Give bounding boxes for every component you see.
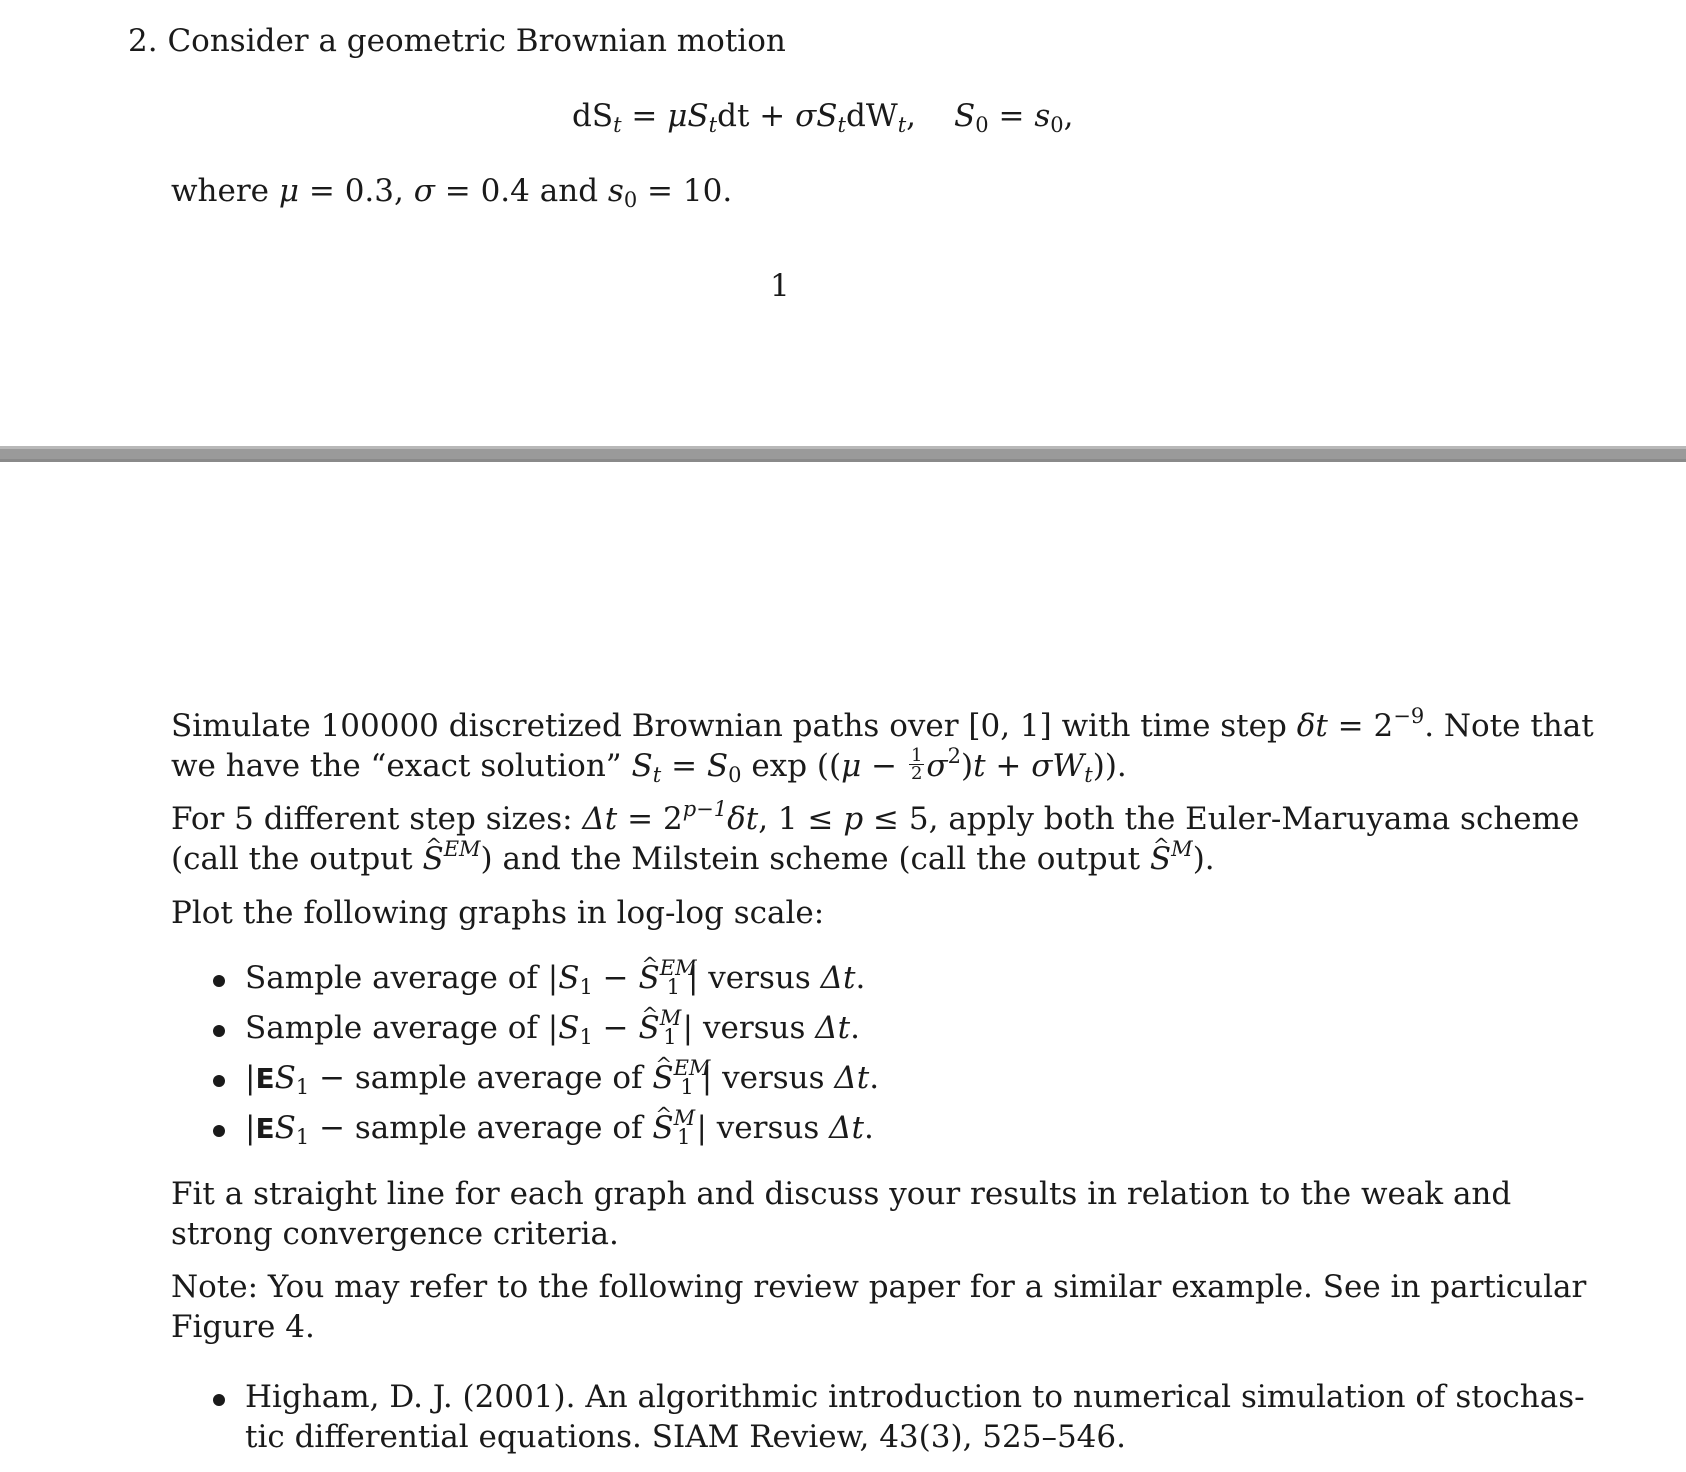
paragraph-note-line-2: Figure 4. — [171, 1309, 315, 1345]
page-separator — [0, 446, 1686, 462]
parameters-line: where μ = 0.3, σ = 0.4 and $s_0 = 10$. — [171, 173, 733, 212]
page-number: 1 — [770, 268, 790, 304]
paragraph-simulate-line-2: we have the “exact solution” $S_t = S_0$ exp ((μ − $\frac{1}{2}$ $\sigma^2)t + \sigma W_t$)). — [171, 744, 1127, 787]
problem-title: Consider a geometric Brownian motion — [167, 23, 786, 59]
problem-number: 2. — [128, 23, 158, 59]
bullet-icon — [213, 1125, 225, 1137]
list-item: Sample average of $|S_1$ − ^ $S^{EM}_1$ | versus Δt. — [245, 958, 865, 998]
paragraph-stepsizes-line-2: (call the output ^ $S^{EM}$) and the Milstein scheme (call the output ^ $S^M$). — [171, 839, 1215, 879]
problem-heading — [128, 21, 786, 61]
list-item: Sample average of $|S_1$ − ^ $S^M_1$ | versus Δt. — [245, 1008, 860, 1048]
bullet-icon — [213, 1394, 225, 1406]
paragraph-fit-line-1: Fit a straight line for each graph and discuss your results in relation to the weak and — [171, 1176, 1512, 1212]
list-item: $|ES_1$ − sample average of ^ $S^{EM}_1$ | versus Δt. — [245, 1058, 879, 1099]
bullet-icon — [213, 1025, 225, 1037]
reference-line-1: Higham, D. J. (2001). An algorithmic introduction to numerical simulation of stochas- — [245, 1379, 1585, 1415]
list-item: $|ES_1$ − sample average of ^ $S^M_1$ | versus Δt. — [245, 1108, 874, 1149]
paragraph-note-line-1: Note: You may refer to the following review paper for a similar example. See in particular — [171, 1269, 1587, 1305]
paragraph-simulate-line-1: Simulate 100000 discretized Brownian paths over [0, 1] with time step $\delta t = 2^{-9}$. Note that — [171, 704, 1594, 744]
reference-line-2: tic differential equations. SIAM Review, 43(3), 525–546. — [245, 1419, 1126, 1455]
paragraph-plot-instruction: Plot the following graphs in log-log scale: — [171, 895, 825, 931]
page-1 — [0, 0, 1686, 446]
paragraph-fit-line-2: strong convergence criteria. — [171, 1216, 619, 1252]
fraction-one-half: $\frac{1}{2}$ — [910, 745, 923, 784]
sde-equation: $dS_t = \mu S_tdt + \sigma S_tdW_t$, $S_0 = s_0$, — [572, 98, 1074, 137]
bullet-icon — [213, 975, 225, 987]
page-2 — [0, 462, 1686, 1472]
bullet-icon — [213, 1075, 225, 1087]
paragraph-stepsizes-line-1: For 5 different step sizes: $\Delta t = 2^{p-1}\delta t$, 1 ≤ p ≤ 5, apply both the Euler-Maruyama scheme — [171, 797, 1580, 837]
